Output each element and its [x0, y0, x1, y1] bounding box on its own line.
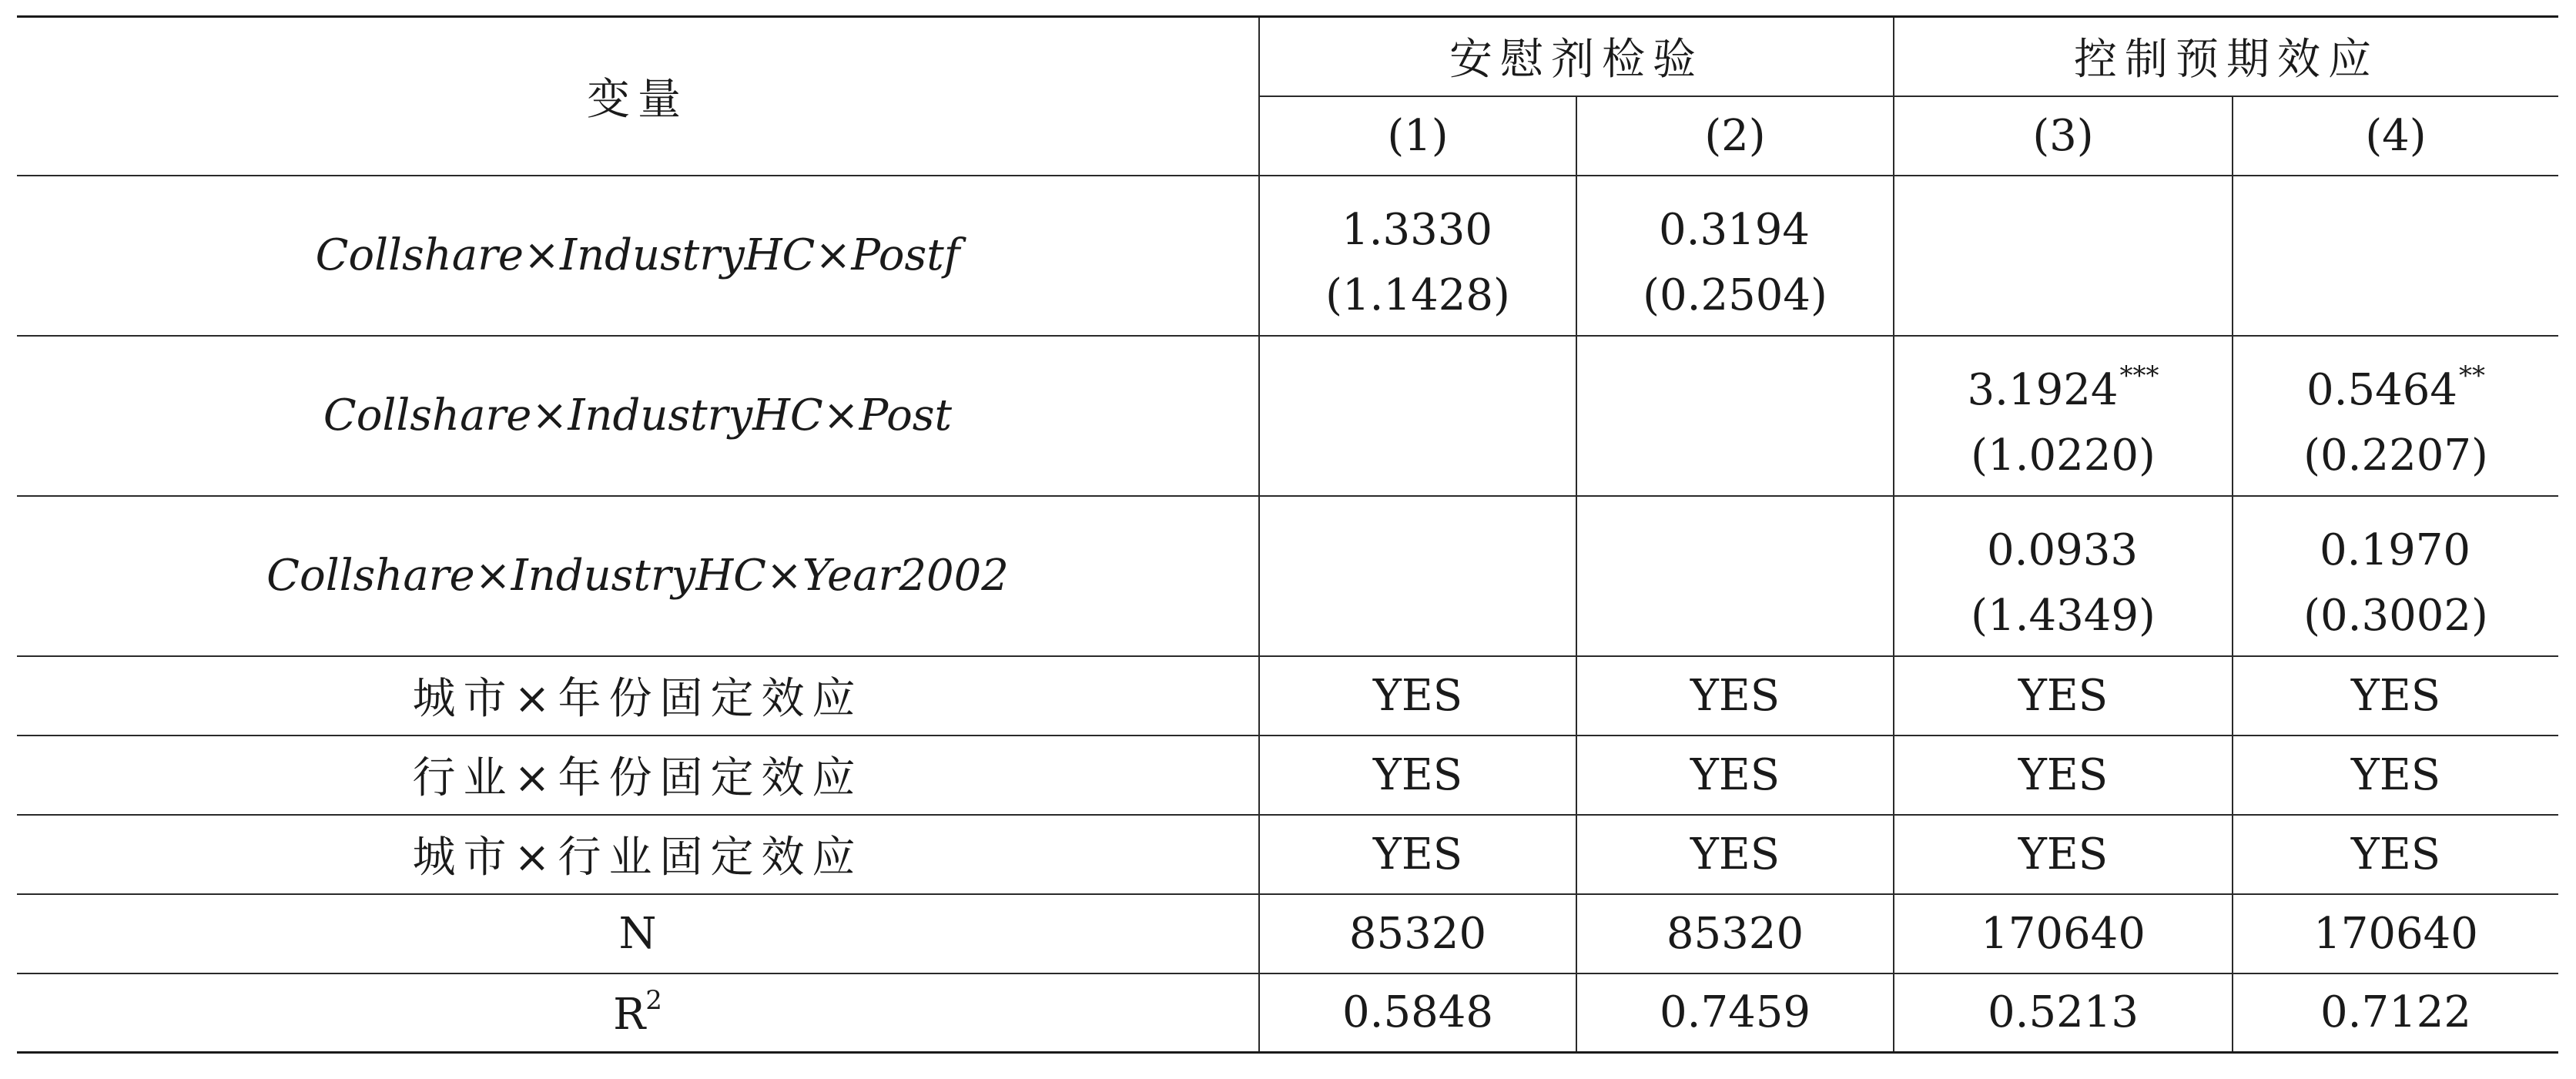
estimate-cell — [1576, 496, 1894, 656]
standard-error: (0.3002) — [2303, 590, 2488, 641]
r-squared-label — [17, 973, 1259, 1053]
fixed-effect-label: 城市×年份固定效应 — [17, 656, 1259, 736]
estimate-cell — [1259, 176, 1576, 336]
coefficient: 0.5464 — [2306, 364, 2457, 415]
standard-error: (0.2207) — [2303, 430, 2488, 481]
placebo-test-header: 安慰剂检验 — [1259, 17, 1894, 96]
estimate-cell — [1894, 176, 2233, 336]
estimate-cell — [2233, 496, 2558, 656]
coefficient: 0.3194 — [1659, 204, 1810, 255]
variable-row — [17, 496, 2558, 656]
estimate-cell — [2233, 336, 2558, 496]
fixed-effect-value: YES — [1576, 815, 1894, 894]
observations-label: N — [17, 894, 1259, 973]
variable-row — [17, 176, 2558, 336]
variable-name: Collshare×IndustryHC×Year2002 — [17, 496, 1259, 656]
standard-error: (1.1428) — [1325, 270, 1510, 320]
fixed-effect-label: 城市×行业固定效应 — [17, 815, 1259, 894]
r-squared-value: 0.7459 — [1576, 973, 1894, 1053]
r-squared-value: 0.7122 — [2233, 973, 2558, 1053]
fixed-effect-label: 行业×年份固定效应 — [17, 736, 1259, 815]
standard-error — [2233, 256, 2558, 335]
fixed-effect-value: YES — [1576, 656, 1894, 736]
estimate-cell — [1259, 496, 1576, 656]
estimate-cell — [1576, 176, 1894, 336]
r-squared-row — [17, 973, 2558, 1053]
standard-error — [1577, 416, 1893, 495]
anticipation-control-header: 控制预期效应 — [1894, 17, 2558, 96]
header-group-row — [17, 17, 2558, 96]
standard-error — [1260, 416, 1576, 495]
standard-error — [1577, 576, 1893, 655]
coefficient: 0.1970 — [2320, 524, 2470, 575]
column-number: (3) — [1894, 96, 2233, 176]
fixed-effect-value: YES — [1259, 656, 1576, 736]
column-number: (1) — [1259, 96, 1576, 176]
regression-table — [17, 15, 2558, 1054]
fixed-effect-value: YES — [1894, 656, 2233, 736]
observations-row — [17, 894, 2558, 973]
observations-value: 85320 — [1576, 894, 1894, 973]
coefficient: 0.0933 — [1987, 524, 2138, 575]
fixed-effect-value: YES — [1576, 736, 1894, 815]
observations-value: 170640 — [1894, 894, 2233, 973]
fixed-effect-row — [17, 736, 2558, 815]
estimate-cell — [1259, 336, 1576, 496]
significance-stars: ** — [2458, 360, 2485, 391]
fixed-effect-value: YES — [1894, 815, 2233, 894]
fixed-effect-value: YES — [2233, 736, 2558, 815]
variable-name: Collshare×IndustryHC×Post — [17, 336, 1259, 496]
variable-header: 变量 — [17, 17, 1259, 176]
fixed-effect-value: YES — [2233, 656, 2558, 736]
standard-error — [1894, 256, 2232, 335]
r-squared-value: 0.5213 — [1894, 973, 2233, 1053]
observations-value: 170640 — [2233, 894, 2558, 973]
coefficient: 3.1924 — [1967, 364, 2119, 415]
estimate-cell — [1576, 336, 1894, 496]
variable-name: Collshare×IndustryHC×Postf — [17, 176, 1259, 336]
standard-error: (1.4349) — [1971, 590, 2156, 641]
estimate-cell — [1894, 336, 2233, 496]
standard-error: (0.2504) — [1643, 270, 1827, 320]
column-number: (2) — [1576, 96, 1894, 176]
coefficient: 1.3330 — [1342, 204, 1492, 255]
variable-row — [17, 336, 2558, 496]
fixed-effect-value: YES — [1259, 815, 1576, 894]
fixed-effect-value: YES — [1259, 736, 1576, 815]
fixed-effect-row — [17, 815, 2558, 894]
r-squared-exponent: 2 — [645, 985, 662, 1017]
column-number: (4) — [2233, 96, 2558, 176]
fixed-effect-value: YES — [2233, 815, 2558, 894]
r-squared-letter: R — [613, 990, 646, 1040]
observations-value: 85320 — [1259, 894, 1576, 973]
standard-error: (1.0220) — [1971, 430, 2156, 481]
fixed-effect-value: YES — [1894, 736, 2233, 815]
estimate-cell — [1894, 496, 2233, 656]
standard-error — [1260, 576, 1576, 655]
significance-stars: *** — [2119, 360, 2159, 391]
r-squared-value: 0.5848 — [1259, 973, 1576, 1053]
fixed-effect-row — [17, 656, 2558, 736]
estimate-cell — [2233, 176, 2558, 336]
